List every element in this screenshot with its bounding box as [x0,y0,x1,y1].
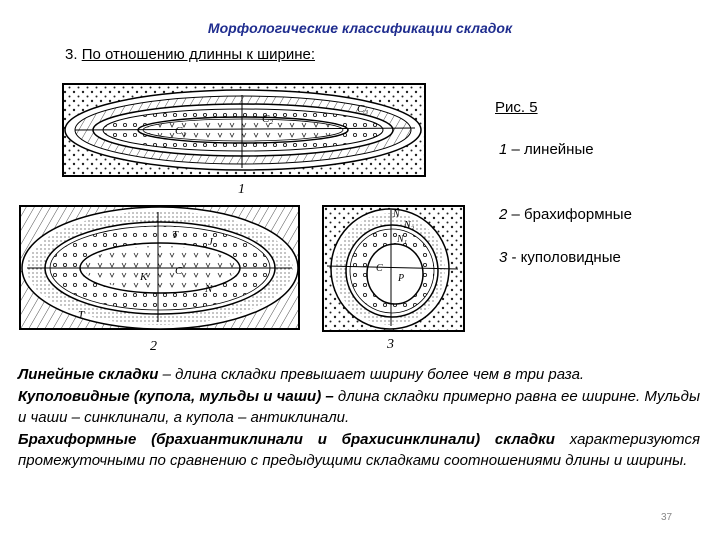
slide-title: Морфологические классификации складок [207,20,513,36]
legend-num: 3 [499,249,508,266]
fig3-letter: P [398,273,405,284]
term: Куполовидные (купола, мульды и чаши) – [18,387,334,405]
paragraph-brachyform [18,429,700,472]
definition: длина складки примерно равна ее ширине. Мульды и чаши – синклинали, а купола – антиклинали. [18,387,700,426]
fig2-letter: T [172,229,179,241]
fig2-letter: N [205,283,213,295]
figure-1-linear-fold [63,84,425,197]
description-text [18,364,700,472]
page-number: 37 [661,512,673,523]
paragraph-linear [18,364,700,386]
figure-number-3: 3 [387,337,394,352]
fig3-letter: N [393,209,400,220]
figure-3-dome-fold [323,206,464,352]
legend-text: - куполовидные [511,249,621,266]
fig3-letter: N₁ [397,234,408,245]
fig2-letter: T [78,309,85,321]
fig3-letter: N₂ [404,220,415,231]
fig1-letter: C₂ [262,113,274,125]
subtitle-number: 3. [65,46,78,63]
fig2-letter: J [208,236,213,248]
fig3-letter: C [376,263,383,274]
legend-num: 1 [499,141,508,158]
definition: характеризуются промежуточными по сравнению с предыдущими складками соотношениями длины и ширины. [18,430,700,469]
fig1-letter: C₃ [357,103,369,115]
term: Линейные складки [18,366,159,383]
subtitle-text: По отношению длинны к ширине: [81,46,316,63]
legend-text: – линейные [511,141,594,158]
legend-text: – брахиформные [511,206,632,223]
figure-2-brachyform-fold [20,206,299,354]
definition: – длина складки превышает ширину более чем в три раза. [158,366,585,383]
fig2-letter: K [140,271,148,283]
paragraph-dome [18,386,700,429]
legend-num: 2 [499,206,508,223]
figure-label: Рис. 5 [495,99,538,116]
figure-number-1: 1 [238,182,245,197]
term: Брахиформные (брахиантиклинали и брахисинклинали) складки [18,430,555,448]
fig1-letter: C₁ [175,125,187,137]
fig2-letter: C [175,265,183,277]
figure-number-2: 2 [150,339,157,354]
